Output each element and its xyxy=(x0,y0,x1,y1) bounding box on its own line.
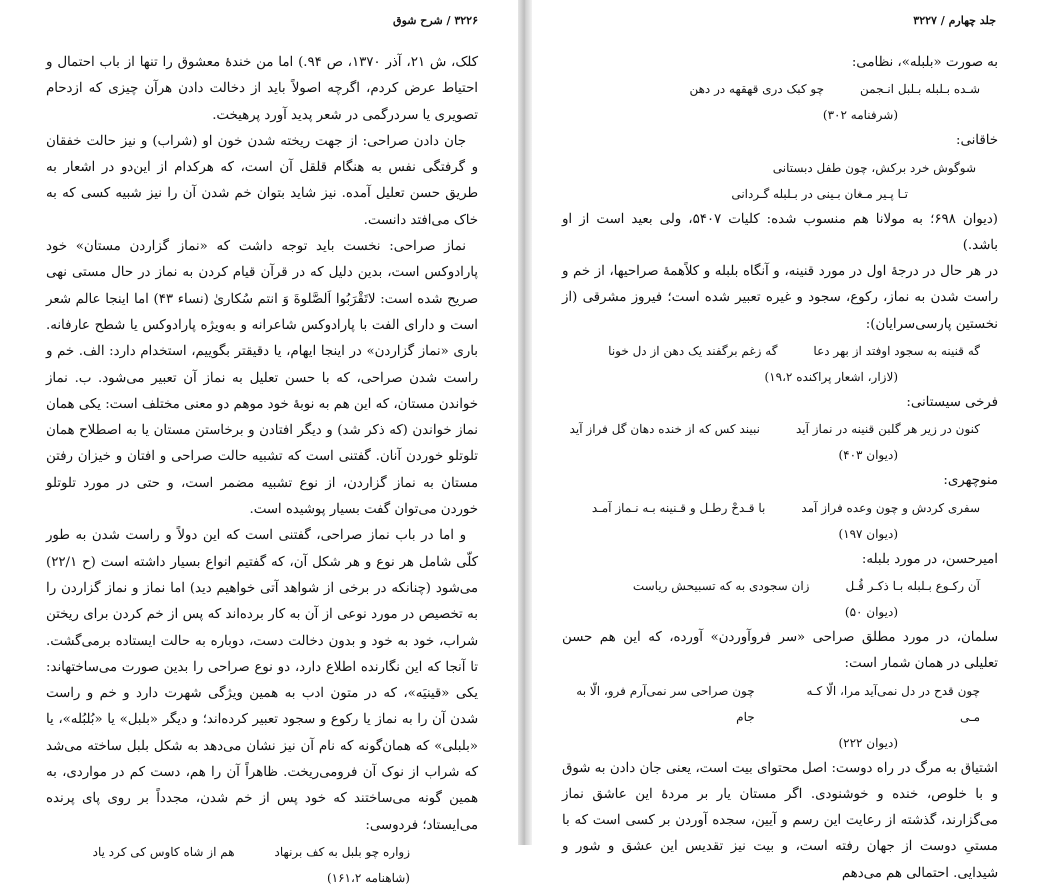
hemistich: چون قدح در دل نمی‌آید مرا، الّا کـه مـی xyxy=(806,683,980,724)
right-body-text xyxy=(562,50,998,887)
verse-source: (دیوان ۱۹۷) xyxy=(838,526,898,541)
hemistich: با قـدحْ رطـل و قـنینه بـه نـماز آمـد xyxy=(591,500,766,515)
verse-couplet xyxy=(562,495,998,521)
paragraph: اشتیاق به مرگ در راه دوست: اصل محتوای بیت است، یعنی جان دادن به شوق و با خلوص، خنده و خوشنودی. اگر مستان یار بر مردهٔ این عاشق نماز می‌گزارند، گذشته از رعایت این رسم و آیین، سجده آوردن بر کسی است که با مستیِ دوست از جهان رفته است، و بیت نیز تقدیس این عشق و شور و شیدایی. احتمالی هم می‌دهم xyxy=(562,760,998,881)
hemistich: زواره چو بلبل به کف برنهاد xyxy=(274,844,410,859)
hemistich: شوگوش خرد برکش، چون طفل دبستانی xyxy=(772,160,976,175)
paragraph: سلمان، در مورد مطلق صراحی «سر فروآوردن» آورده، که این هم حسن تعلیلی در همان شمار است: xyxy=(562,629,998,672)
hemistich: شـده بـلبله بـلبل انـجمن xyxy=(860,82,980,97)
verse-couplet xyxy=(46,839,478,865)
verse-source: (لازار، اشعار پراکنده ۱۹،۲) xyxy=(764,370,898,385)
paragraph: جان دادن صراحی: از جهت ریخته شدن خون او (شراب) و نیز حالت خفقان و گرفتگی نفس به هنگام قلقل آن است، که هرکدام از این‌دو در اشعار به طریق حسن تعلیل آمده. نیز شاید بتوان خم شدن آن را نیز شبیه کسی که به خاک می‌افتد دانست. xyxy=(46,133,478,228)
verse-hemistich-2 xyxy=(562,181,998,207)
verse-source: (دیوان ۵۰) xyxy=(844,604,898,619)
paragraph: (دیوان ۶۹۸؛ به مولانا هم منسوب شده: کلیات ۵۴۰۷، ولی بعید است از او باشد.) xyxy=(562,211,998,253)
paragraph: و اما در باب نماز صراحی، گفتنی است که این دولاً و راست شدن به طور کلّی شامل هر نوع و هر شکل آن، که گفتیم انواع بسیار داشته است (ح ۲۲/۱) می‌شود (چنانکه در برخی از شواهد آتی خواهیم دید) اما نماز و نماز گزاردن را به تخصیص در مورد نوعی از آن به کار برده‌اند که پس از خم کردن برای ریختن شراب، خود به خود و بدون دخالت دست، دوباره به حالت ایستاده برمی‌گشت. تا آنجا که این نگارنده اطلاع دارد، دو نوع صراحی را بدین صورت می‌ساختهاند: یکی «قینیَه»، که در متون ادب به همین ویژگی شهرت دارد و خم و راست شدن آن را به نماز یا رکوع و سجود تعبیر کرده‌اند؛ و دیگر «بلبل» یا «بُلبُله»، یا «بلبلی» که همان‌گونه که نام آن نیز نشان می‌دهد به شکل بلبل ساخته می‌شد که شراب از نوک آن فرومی‌ریخت. ظاهراً آن را هم، دست کم در مواردی، به همین گونه می‌ساختند که خود پس از خم شدن، مجدداً بر روی پای پرنده می‌ایستاد؛ فردوسی: xyxy=(46,528,478,833)
verse-couplet xyxy=(562,573,998,599)
book-gutter xyxy=(518,0,532,845)
paragraph: در هر حال در درجهٔ اول در مورد قنینه، و آنگاه بلبله و کلاًهمهٔ صراحیها، از خم و راست شدن به نماز، رکوع، سجود و غیره تعبیر شده است؛ فیروز مشرقی (از نخستین پارسی‌سرایان): xyxy=(562,264,998,332)
verse-source: (دیوان ۴۰۳) xyxy=(838,448,898,463)
verse-couplet xyxy=(562,416,998,442)
poet-name: خاقانی: xyxy=(956,133,998,149)
intro-line: به صورت «بلبله»، نظامی: xyxy=(851,55,998,70)
left-page xyxy=(0,0,518,885)
poet-name: فرخی سیستانی: xyxy=(906,395,998,411)
verse-source: (دیوان ۲۲۲) xyxy=(838,735,898,750)
left-body-text xyxy=(46,50,478,891)
poet-name: امیرحسن، در مورد بلبله: xyxy=(861,551,998,567)
verse-hemistich-1 xyxy=(562,155,998,181)
verse-source: (شاهنامه ۱۶۱،۲) xyxy=(326,870,410,885)
hemistich: نبیند کس که از خنده دهان گل فراز آید xyxy=(569,422,760,437)
hemistich: چون صراحی سر نمی‌آرم فرو، الّا به جام xyxy=(576,683,755,724)
verse-source: (شرفنامه ۳۰۲) xyxy=(822,108,898,123)
poet-name: منوچهری: xyxy=(943,473,998,489)
verse-couplet xyxy=(562,338,998,364)
paragraph: نماز صراحی: نخست باید توجه داشت که «نماز گزاردن مستان» خود پارادوکس است، بدین دلیل که در قرآن قیام کردن به نماز در حال مستی نهی صریح شده است: لاتَقْرَبُوا اَلصَّلوةَ وَ انتم سُکاریٰ (نساء ۴۳) اما اینجا عالم شعر است و دارای الفت با پارادوکس شاعرانه و به‌ویژه پارادوکس یا شطح عارفانه. باری «نماز گزاردن» در اینجا ایهام، یا دقیقتر بگوییم، استخدام دارد: الف. خم و راست شدن صراحی، که با حسن تعلیل به نماز آن تعبیر می‌شود. ب. نماز خواندن مستان، که این هم به نوبهٔ خود موهم دو معنی مختلف است: یکی همان نماز خواندن (که ذکر شد) و دیگر افتادن و برخاستن مستان یا به اصطلاح همان تلوتلو خوردن آنان. گفتنی است که تشبیه حالت صراحی و افتان و خیزان رفتن مستان به نماز گزاردن، از نوع تشبیه مضمر است، و حتی در مورد تلوتلو خوردن می‌توان گفت بسیار پوشیده است. xyxy=(46,239,478,518)
hemistich: تـا پـیر مـغان بـینی در بـلبله گـردانی xyxy=(731,186,908,201)
hemistich: هم از شاه کاوس کی کرد یاد xyxy=(92,844,235,859)
verse-couplet xyxy=(562,76,998,102)
paragraph: کلک، ش ۲۱، آذر ۱۳۷۰، ص ۹۴.) اما من خندهٔ معشوق را تنها از باب احتمال و احتیاط عرض کردم، اگرچه اصولاً باید از دخالت دادن هرآن چیزی که ازدحام تصویری یا سردرگمی در شعر پدید آورد پرهیخت. xyxy=(46,55,478,123)
hemistich: کنون در زیر هر گلبن قنینه در نماز آید xyxy=(795,422,980,437)
hemistich: گه قنینه به سجود اوفتد از بهر دعا xyxy=(813,344,980,359)
hemistich: زان سجودی به که تسبیحش ریاست xyxy=(632,578,810,593)
running-head-left: ۳۲۲۶ / شرح شوق xyxy=(393,14,478,27)
hemistich: گه زغم برگفند یک دهن از دل خونا xyxy=(608,344,778,359)
hemistich: چو کبک دری قهقهه در دهن xyxy=(689,82,824,97)
hemistich: آن رکـوع بـلبله بـا ذکـر قُـل xyxy=(845,578,980,593)
running-head-right: جلد چهارم / ۳۲۲۷ xyxy=(913,14,996,27)
right-page xyxy=(532,0,1038,881)
hemistich: سفری کردش و چون وعده فراز آمد xyxy=(801,500,980,515)
verse-couplet xyxy=(562,678,998,730)
